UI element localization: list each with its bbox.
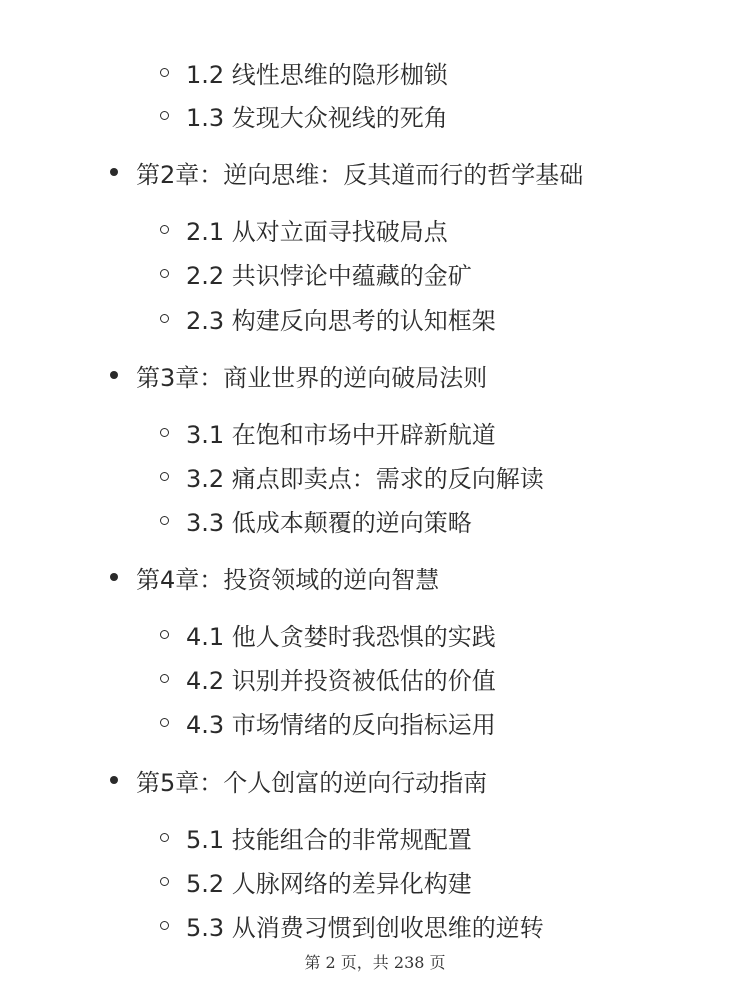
page-number-footer: 第 2 页，共 238 页 <box>304 953 446 972</box>
hollow-bullet-icon <box>160 630 169 639</box>
toc-section-label: 4.3 市场情绪的反向指标运用 <box>186 710 496 739</box>
toc-section-label: 3.1 在饱和市场中开辟新航道 <box>186 420 496 449</box>
hollow-bullet-icon <box>160 428 169 437</box>
hollow-bullet-icon <box>160 472 169 481</box>
hollow-bullet-icon <box>160 225 169 234</box>
toc-section-label: 5.3 从消费习惯到创收思维的逆转 <box>186 913 544 942</box>
toc-section-label: 4.2 识别并投资被低估的价值 <box>186 666 496 695</box>
toc-section-label: 5.1 技能组合的非常规配置 <box>186 825 472 854</box>
toc-section-5-3 <box>160 905 544 945</box>
toc-section-4-1 <box>160 614 496 654</box>
toc-chapter-3 <box>110 355 487 395</box>
hollow-bullet-icon <box>160 516 169 525</box>
toc-section-label: 3.3 低成本颠覆的逆向策略 <box>186 508 472 537</box>
toc-chapter-label: 第4章：投资领域的逆向智慧 <box>136 565 440 594</box>
hollow-bullet-icon <box>160 877 169 886</box>
hollow-bullet-icon <box>160 314 169 323</box>
toc-section-3-2 <box>160 456 544 496</box>
hollow-bullet-icon <box>160 718 169 727</box>
hollow-bullet-icon <box>160 921 169 930</box>
toc-section-label: 2.1 从对立面寻找破局点 <box>186 217 448 246</box>
toc-section-2-3 <box>160 298 496 338</box>
toc-chapter-5 <box>110 760 487 800</box>
toc-section-label: 2.3 构建反向思考的认知框架 <box>186 306 496 335</box>
filled-bullet-icon <box>110 776 118 784</box>
toc-section-label: 5.2 人脉网络的差异化构建 <box>186 869 472 898</box>
hollow-bullet-icon <box>160 833 169 842</box>
toc-section-1-2 <box>160 52 448 92</box>
toc-chapter-label: 第3章：商业世界的逆向破局法则 <box>136 363 488 392</box>
toc-section-3-3 <box>160 500 472 540</box>
toc-chapter-label: 第2章：逆向思维：反其道而行的哲学基础 <box>136 160 584 189</box>
toc-chapter-2 <box>110 152 583 192</box>
hollow-bullet-icon <box>160 111 169 120</box>
toc-section-2-2 <box>160 253 472 293</box>
toc-section-1-3 <box>160 95 448 135</box>
toc-section-2-1 <box>160 209 448 249</box>
toc-section-label: 4.1 他人贪婪时我恐惧的实践 <box>186 622 496 651</box>
toc-section-4-3 <box>160 702 496 742</box>
toc-chapter-label: 第5章：个人创富的逆向行动指南 <box>136 768 488 797</box>
filled-bullet-icon <box>110 573 118 581</box>
toc-section-5-1 <box>160 817 472 857</box>
toc-section-label: 1.3 发现大众视线的死角 <box>186 103 448 132</box>
toc-section-label: 2.2 共识悖论中蕴藏的金矿 <box>186 261 472 290</box>
toc-section-5-2 <box>160 861 472 901</box>
toc-chapter-4 <box>110 557 439 597</box>
filled-bullet-icon <box>110 168 118 176</box>
hollow-bullet-icon <box>160 269 169 278</box>
filled-bullet-icon <box>110 371 118 379</box>
toc-section-label: 3.2 痛点即卖点：需求的反向解读 <box>186 464 544 493</box>
toc-section-4-2 <box>160 658 496 698</box>
hollow-bullet-icon <box>160 674 169 683</box>
toc-section-3-1 <box>160 412 496 452</box>
toc-section-label: 1.2 线性思维的隐形枷锁 <box>186 60 448 89</box>
hollow-bullet-icon <box>160 68 169 77</box>
